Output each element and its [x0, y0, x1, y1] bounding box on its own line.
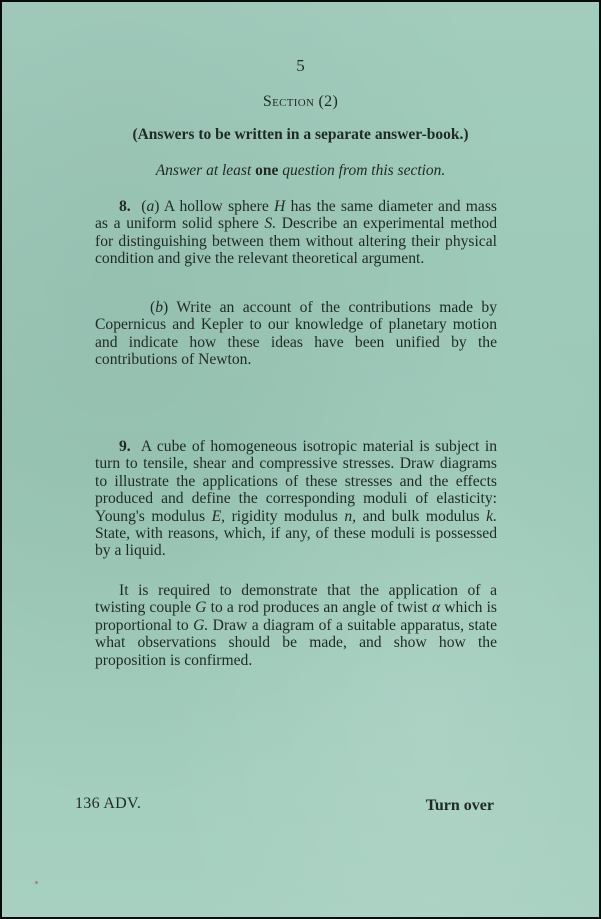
answer-book-note: (Answers to be written in a separate answer-book.): [132, 126, 469, 143]
paper-code: 136 ADV.: [75, 795, 142, 812]
instruction-emphasis: one: [255, 162, 279, 179]
question-8a: [95, 198, 497, 268]
section-heading: Section (2): [262, 93, 339, 110]
question-text: A cube of homogeneous isotropic material is subject in turn to tensile, shear and compressive stresses. Draw diagrams to illustrate the applications of these stresses and the effects produced and define the corresponding moduli of elasticity: Young's modulus E, rigidity modulus n, and bulk modulus k. State, with reasons, which, if any, of these moduli is possessed by a liquid.: [95, 438, 497, 560]
instruction-suffix: question from this section.: [278, 162, 446, 179]
question-9-part-1: [95, 438, 497, 560]
exam-page: [2, 2, 599, 917]
question-number: 8.: [119, 198, 131, 215]
question-number: 9.: [119, 438, 131, 455]
part-label: (b): [150, 299, 169, 316]
instruction-prefix: Answer at least: [155, 162, 256, 179]
question-text: A hollow sphere H has the same diameter and mass as a uniform solid sphere S. Describe an experimental method for distinguishing between them without altering their physical condition and give the relevant theoretical argument.: [95, 198, 497, 268]
instruction-line: [2, 162, 599, 180]
question-text: Write an account of the contributions made by Copernicus and Kepler to our knowledge of planetary motion and indicate how these ideas have been unified by the contributions of Newton.: [95, 299, 497, 369]
question-9-part-2: [95, 582, 497, 669]
question-text: It is required to demonstrate that the application of a twisting couple G to a rod produces an angle of twist α which is proportional to G. Draw a diagram of a suitable apparatus, state what observations should be made, and show how the proposition is confirmed.: [95, 582, 497, 669]
question-8b: [95, 299, 497, 369]
part-label: (a): [141, 198, 160, 215]
turn-over-label: Turn over: [425, 797, 494, 814]
page-number: 5: [296, 56, 305, 75]
paper-speck: [35, 881, 38, 884]
